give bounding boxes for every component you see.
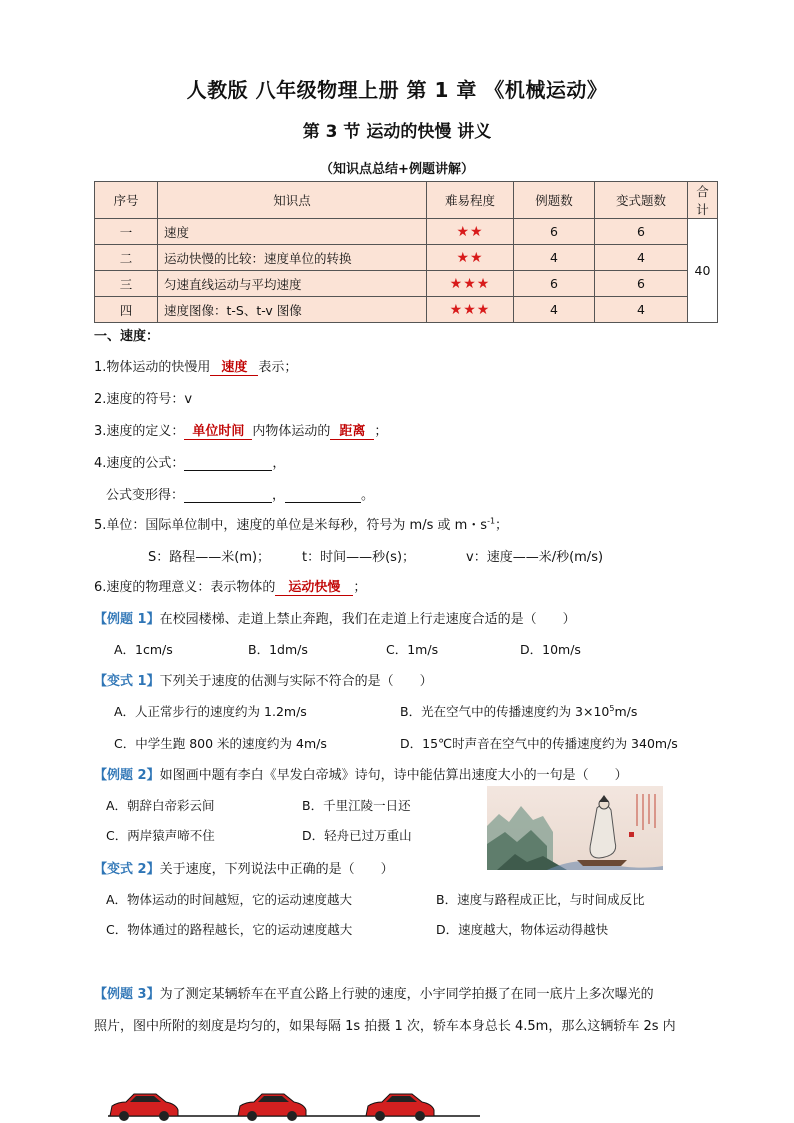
- example-count: 4: [514, 297, 595, 323]
- boat-shape: [577, 860, 627, 866]
- row-number: 四: [95, 297, 158, 323]
- text: 。: [361, 488, 375, 503]
- option-d[interactable]: D．15℃时声音在空气中的传播速度约为 340m/s: [400, 736, 678, 751]
- question-text: 为了测定某辆轿车在平直公路上行驶的速度，小宇同学拍摄了在同一底片上多次曝光的: [159, 987, 654, 1002]
- text: 公式变形得：: [106, 488, 185, 503]
- car-icon: [238, 1094, 306, 1121]
- text: ；: [374, 424, 388, 439]
- point-4: [94, 452, 285, 471]
- car-icon: [366, 1094, 434, 1121]
- option-a[interactable]: A．朝辞白帝彩云间: [106, 798, 215, 813]
- text: m/s: [614, 704, 638, 719]
- blank-line[interactable]: [184, 488, 272, 503]
- car-icon: [110, 1094, 178, 1121]
- blank-line[interactable]: [285, 488, 361, 503]
- difficulty-stars: ★★: [427, 245, 514, 271]
- unit-s: S：路程——米(m)；: [148, 550, 271, 565]
- text: ，: [272, 488, 286, 503]
- example-3-line-2: 照片，图中所附的刻度是均匀的，如果每隔 1s 拍摄 1 次，轿车本身总长 4.5m，那么这辆轿车 2s 内: [94, 1019, 676, 1034]
- difficulty-stars: ★★: [427, 219, 514, 245]
- point-3: [94, 420, 387, 440]
- superscript: -1: [487, 516, 496, 526]
- point-2: 2.速度的符号：v: [94, 392, 193, 407]
- option-a[interactable]: A．物体运动的时间越短，它的运动速度越大: [106, 892, 353, 907]
- col-header: 合计: [688, 182, 718, 219]
- table-row: [95, 219, 718, 245]
- option-b[interactable]: B．千里江陵一日还: [302, 798, 411, 813]
- seal-stamp: [629, 832, 634, 837]
- text: 1.物体运动的快慢用: [94, 360, 211, 375]
- answer-fill: 运动快慢: [275, 576, 353, 596]
- row-topic: 速度图像：t-S、t-v 图像: [158, 297, 427, 323]
- variant-count: 6: [595, 219, 688, 245]
- page-title: 人教版 八年级物理上册 第 1 章 《机械运动》: [186, 78, 608, 102]
- col-header: 变式题数: [595, 182, 688, 219]
- text: 表示；: [258, 360, 298, 375]
- col-header: 难易程度: [427, 182, 514, 219]
- option-c[interactable]: C．中学生跑 800 米的速度约为 4m/s: [114, 736, 327, 751]
- option-b[interactable]: [400, 702, 637, 720]
- question-tag: 【例题 2】: [94, 768, 160, 783]
- section-subtitle: （知识点总结+例题讲解）: [320, 162, 474, 177]
- col-header: 知识点: [158, 182, 427, 219]
- row-topic: 速度: [158, 219, 427, 245]
- text: 6.速度的物理意义：表示物体的: [94, 580, 276, 595]
- blank-line[interactable]: [184, 456, 272, 471]
- example-1-stem: [94, 608, 576, 627]
- question-text: 下列关于速度的估测与实际不符合的是（ ）: [159, 674, 433, 689]
- question-text: 如图画中题有李白《早发白帝城》诗句，诗中能估算出速度大小的一句是（ ）: [159, 768, 628, 783]
- option-c[interactable]: C．物体通过的路程越长，它的运动速度越大: [106, 922, 353, 937]
- table-header-row: [95, 182, 718, 219]
- text: 4.速度的公式：: [94, 456, 185, 471]
- table-row: [95, 245, 718, 271]
- row-topic: 运动快慢的比较：速度单位的转换: [158, 245, 427, 271]
- variant-count: 6: [595, 271, 688, 297]
- example-count: 6: [514, 219, 595, 245]
- knowledge-table: [94, 181, 718, 323]
- example-3-line-1: [94, 983, 654, 1002]
- col-header: 序号: [95, 182, 158, 219]
- row-number: 三: [95, 271, 158, 297]
- option-a[interactable]: A．1cm/s: [114, 642, 173, 657]
- text: ；: [353, 580, 367, 595]
- question-text: 关于速度，下列说法中正确的是（ ）: [159, 862, 394, 877]
- total-count: 40: [688, 219, 718, 323]
- difficulty-stars: ★★★: [427, 271, 514, 297]
- option-b[interactable]: B．速度与路程成正比，与时间成反比: [436, 892, 645, 907]
- text: B．光在空气中的传播速度约为 3×10: [400, 704, 610, 719]
- text: ，: [272, 456, 286, 471]
- answer-fill: 单位时间: [184, 420, 252, 440]
- option-d[interactable]: D．速度越大，物体运动得越快: [436, 922, 609, 937]
- option-c[interactable]: C．1m/s: [386, 642, 439, 657]
- text: 5.单位：国际单位制中，速度的单位是米每秒，符号为 m/s 或 m・s: [94, 518, 488, 533]
- superscript: 5: [609, 703, 615, 713]
- poem-painting-image: [487, 786, 663, 870]
- point-1: [94, 356, 297, 376]
- section-heading: 一、速度：: [94, 329, 160, 344]
- option-c[interactable]: C．两岸猿声啼不住: [106, 828, 215, 843]
- car-exposure-figure: [104, 1086, 484, 1123]
- option-d[interactable]: D．10m/s: [520, 642, 581, 657]
- unit-v: v：速度——米/秒(m/s): [466, 550, 604, 565]
- text: 3.速度的定义：: [94, 424, 185, 439]
- example-2-stem: [94, 764, 628, 783]
- option-b[interactable]: B．1dm/s: [248, 642, 308, 657]
- question-text: 在校园楼梯、走道上禁止奔跑，我们在走道上行走速度合适的是（ ）: [159, 612, 576, 627]
- text: 内物体运动的: [252, 424, 331, 439]
- variant-count: 4: [595, 245, 688, 271]
- text: ；: [495, 518, 509, 533]
- variant-1-stem: [94, 670, 433, 689]
- point-4-variant: [106, 484, 374, 503]
- question-tag: 【变式 2】: [94, 862, 160, 877]
- row-number: 二: [95, 245, 158, 271]
- question-tag: 【例题 3】: [94, 987, 160, 1002]
- question-tag: 【例题 1】: [94, 612, 160, 627]
- unit-t: t：时间——秒(s)；: [302, 550, 416, 565]
- row-number: 一: [95, 219, 158, 245]
- question-tag: 【变式 1】: [94, 674, 160, 689]
- col-header: 例题数: [514, 182, 595, 219]
- answer-fill: 速度: [210, 356, 258, 376]
- example-count: 4: [514, 245, 595, 271]
- point-6: [94, 576, 366, 596]
- point-5: [94, 514, 508, 533]
- variant-2-stem: [94, 858, 394, 877]
- table-row: [95, 271, 718, 297]
- example-count: 6: [514, 271, 595, 297]
- answer-fill: 距离: [330, 420, 374, 440]
- section-title: 第 3 节 运动的快慢 讲义: [302, 122, 492, 142]
- option-d[interactable]: D．轻舟已过万重山: [302, 828, 412, 843]
- row-topic: 匀速直线运动与平均速度: [158, 271, 427, 297]
- variant-count: 4: [595, 297, 688, 323]
- option-a[interactable]: A．人正常步行的速度约为 1.2m/s: [114, 704, 307, 719]
- table-row: [95, 297, 718, 323]
- difficulty-stars: ★★★: [427, 297, 514, 323]
